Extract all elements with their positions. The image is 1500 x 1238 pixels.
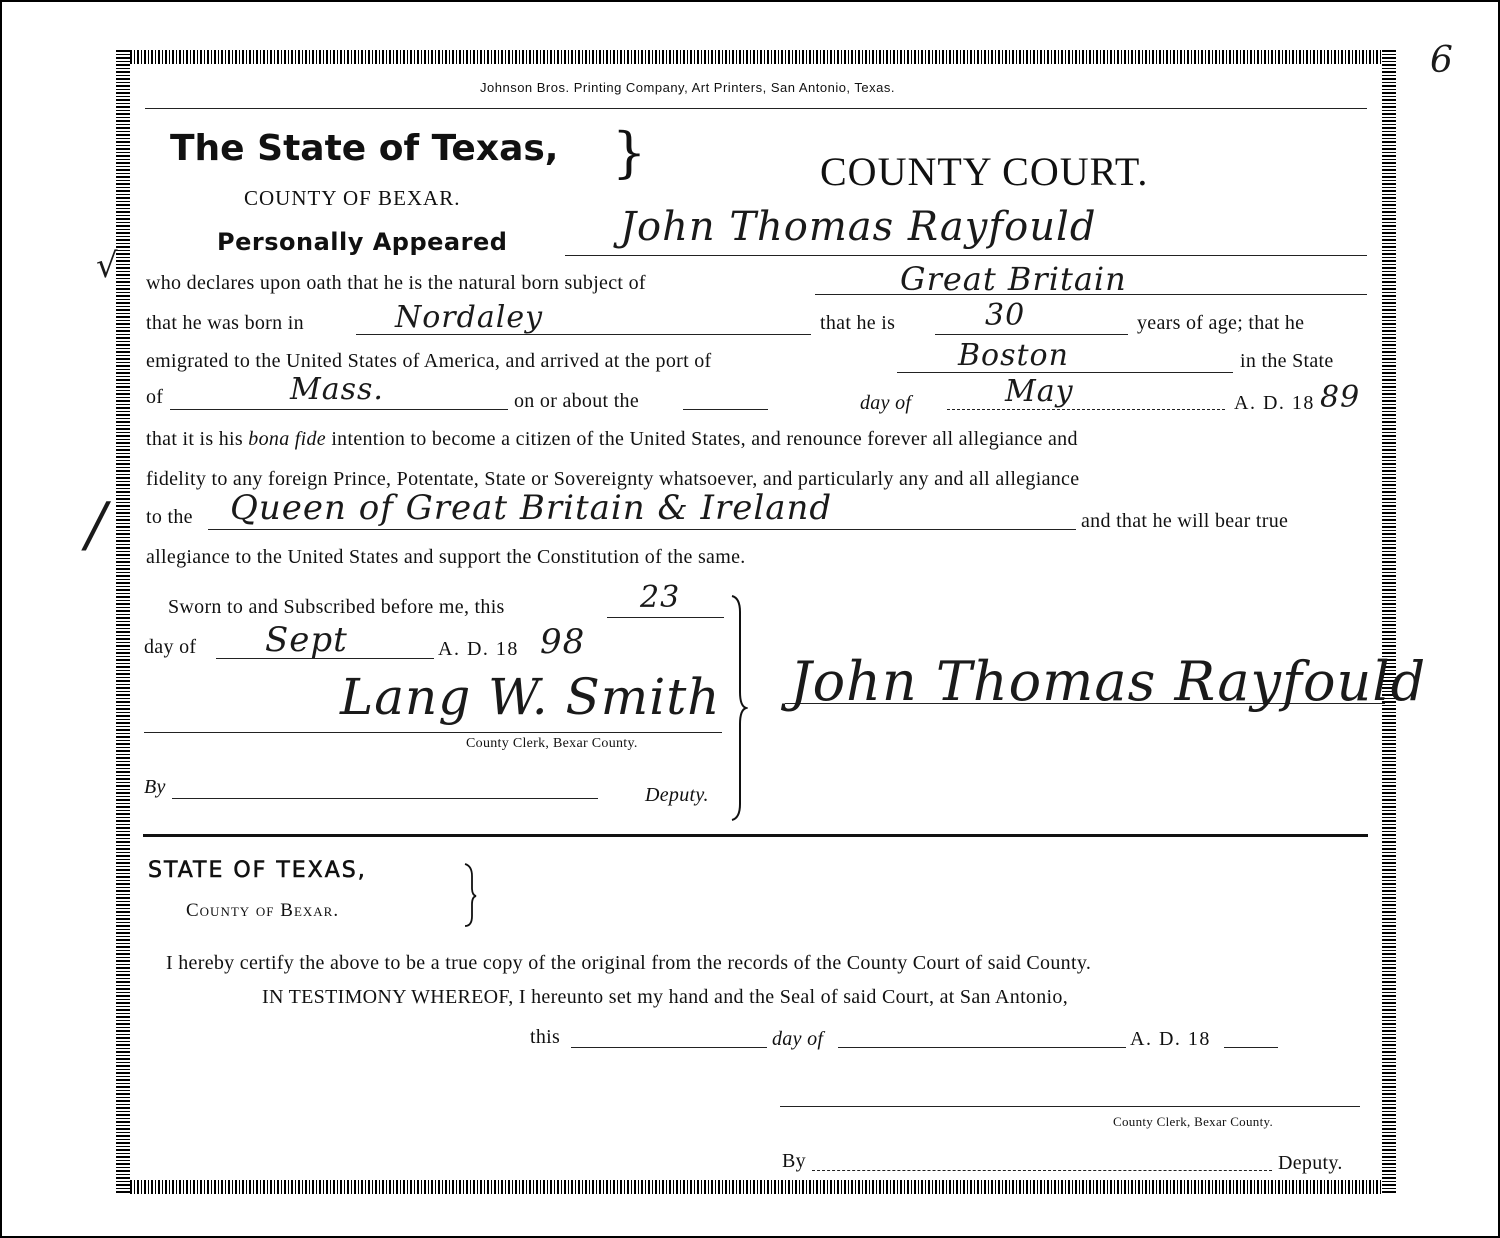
right-border [1382, 50, 1396, 1194]
clerk-signature: Lang W. Smith [340, 668, 721, 726]
cert-clerk-line [780, 1106, 1360, 1107]
cert-this-label: this [530, 1026, 561, 1048]
bottom-border [116, 1180, 1396, 1194]
court-title: COUNTY COURT. [820, 149, 1149, 194]
checkmark-icon: √ [96, 246, 119, 286]
in-the-state-label: in the State [1240, 350, 1334, 372]
bona-fide-rest: intention to become a citizen of the United States, and renounce forever all allegiance and [331, 428, 1078, 450]
sovereign-line [208, 529, 1076, 530]
cert-day-of-label: day of [772, 1028, 824, 1050]
declarant-signature: John Thomas Rayfould [790, 650, 1427, 713]
header-rule [145, 108, 1367, 109]
day-of-label: day of [860, 392, 912, 414]
sworn-day-line [607, 617, 724, 618]
on-or-about-label: on or about the [514, 390, 640, 412]
support-text: allegiance to the United States and support the Constitution of the same. [146, 546, 746, 568]
fidelity-text: fidelity to any foreign Prince, Potentate, State or Sovereignty whatsoever, and particularly any and all allegiance [146, 468, 1080, 490]
subject-of-value: Great Britain [900, 260, 1127, 298]
of-label: of [146, 386, 164, 408]
declarant-name: John Thomas Rayfould [620, 204, 1097, 250]
month-line [947, 409, 1225, 410]
subject-line-text: who declares upon oath that he is the natural born subject of [146, 272, 646, 294]
printer-credit: Johnson Bros. Printing Company, Art Printers, San Antonio, Texas. [480, 80, 895, 95]
sworn-month-value: Sept [265, 620, 348, 660]
born-in-label: that he was born in [146, 312, 304, 334]
age-line [935, 334, 1128, 335]
bona-fide-term: bona fide [248, 428, 326, 450]
section-divider [143, 834, 1368, 837]
deputy-line [172, 798, 598, 799]
bona-fide-intro: that it is his [146, 428, 243, 450]
sworn-ad-label: A. D. 18 [438, 638, 519, 660]
clerk-signature-line [144, 732, 722, 733]
cert-ad-label: A. D. 18 [1130, 1028, 1211, 1050]
cert-deputy-label: Deputy. [1278, 1152, 1343, 1174]
cert-year-line [1224, 1047, 1278, 1048]
cert-day-line [571, 1047, 767, 1048]
sworn-day-value: 23 [640, 580, 681, 615]
sworn-day-of-label: day of [144, 636, 197, 658]
cert-deputy-line [812, 1170, 1272, 1171]
born-in-value: Nordaley [395, 300, 544, 335]
cert-state-title: STATE OF TEXAS, [148, 858, 367, 883]
county-title: COUNTY OF BEXAR. [244, 186, 461, 210]
left-border [116, 50, 130, 1194]
slash-mark-icon: / [86, 490, 108, 560]
sworn-text: Sworn to and Subscribed before me, this [168, 596, 505, 618]
sworn-deputy-label: Deputy. [645, 784, 709, 806]
state-value: Mass. [290, 372, 384, 407]
page-marker: 6 [1430, 40, 1454, 81]
cert-brace-icon [462, 862, 478, 928]
cert-county-title: County of Bexar. [186, 900, 340, 921]
sworn-by-label: By [144, 776, 166, 798]
clerk-title: County Clerk, Bexar County. [466, 736, 638, 751]
age-value: 30 [985, 298, 1026, 333]
to-the-label: to the [146, 506, 193, 528]
top-border [116, 50, 1396, 64]
cert-by-label: By [782, 1150, 806, 1172]
that-he-is-label: that he is [820, 312, 896, 334]
certify-text: I hereby certify the above to be a true copy of the original from the records of the County Court of said County. [166, 952, 1092, 974]
sovereign-value: Queen of Great Britain & Ireland [230, 488, 833, 528]
cert-clerk-title: County Clerk, Bexar County. [1113, 1114, 1273, 1129]
bona-fide-pre [146, 428, 1078, 451]
bear-true-text: and that he will bear true [1081, 510, 1289, 532]
port-value: Boston [958, 338, 1069, 373]
day-line [683, 409, 768, 410]
state-title: The State of Texas, [170, 128, 559, 169]
state-line [170, 409, 508, 410]
personally-appeared-label: Personally Appeared [217, 228, 508, 256]
name-line [565, 255, 1367, 256]
year-value: 89 [1320, 380, 1361, 415]
cert-month-line [838, 1047, 1126, 1048]
years-of-age-label: years of age; that he [1137, 312, 1305, 334]
sworn-year-value: 98 [540, 622, 586, 662]
ad-label: A. D. 18 [1234, 392, 1315, 414]
header-brace-icon: } [612, 121, 647, 184]
testimony-text: IN TESTIMONY WHEREOF, I hereunto set my hand and the Seal of said Court, at San Antonio, [262, 986, 1068, 1008]
month-value: May [1005, 374, 1074, 409]
emigrated-text: emigrated to the United States of America, and arrived at the port of [146, 350, 712, 372]
sworn-bracket-icon [728, 592, 748, 824]
